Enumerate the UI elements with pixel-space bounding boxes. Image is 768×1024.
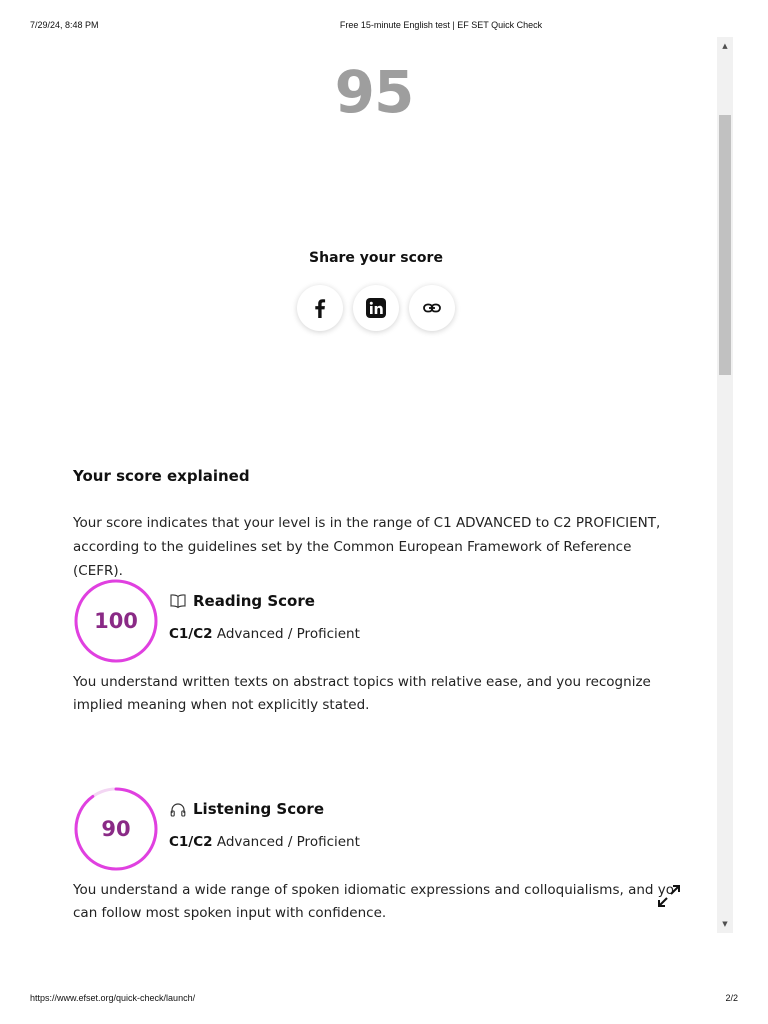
reading-score-value: 100 xyxy=(94,609,138,633)
listening-score-level xyxy=(169,834,360,850)
linkedin-icon xyxy=(365,297,387,319)
score-explained-title: Your score explained xyxy=(73,467,250,485)
print-url: https://www.efset.org/quick-check/launch/ xyxy=(30,993,196,1003)
facebook-icon xyxy=(309,297,331,319)
listening-level-text: Advanced / Proficient xyxy=(216,834,360,850)
print-datetime: 7/29/24, 8:48 PM xyxy=(30,20,99,30)
copy-link-button[interactable] xyxy=(409,285,455,331)
listening-level-code: C1/C2 xyxy=(169,834,213,850)
print-page-number: 2/2 xyxy=(725,993,738,1003)
linkedin-share-button[interactable] xyxy=(353,285,399,331)
reading-level-code: C1/C2 xyxy=(169,626,213,642)
reading-score-title: Reading Score xyxy=(193,592,315,610)
expand-icon[interactable] xyxy=(655,882,683,910)
share-buttons xyxy=(297,285,455,331)
reading-score-description: You understand written texts on abstract topics with relative ease, and you recognize implied meaning when not explicitly stated. xyxy=(73,674,651,713)
score-explained-text: Your score indicates that your level is in the range of C1 ADVANCED to C2 PROFICIENT, according to the guidelines set by the Common European Framework of Reference (CEFR). xyxy=(73,515,661,579)
reading-level-text: Advanced / Proficient xyxy=(216,626,360,642)
reading-score-heading xyxy=(169,592,315,610)
listening-score-value: 90 xyxy=(101,817,131,841)
listening-score-description: You understand a wide range of spoken idiomatic expressions and colloquialisms, and yo can follow most spoken input with confidence. xyxy=(73,882,675,921)
share-title: Share your score xyxy=(309,250,443,266)
facebook-share-button[interactable] xyxy=(297,285,343,331)
headphones-icon xyxy=(169,801,187,817)
link-icon xyxy=(421,297,443,319)
scroll-thumb[interactable] xyxy=(719,115,731,375)
scroll-up-arrow-icon[interactable]: ▲ xyxy=(722,42,728,50)
scroll-down-arrow-icon[interactable]: ▼ xyxy=(722,920,728,928)
print-title: Free 15-minute English test | EF SET Quick Check xyxy=(339,20,543,30)
overall-score: 95 xyxy=(334,58,414,126)
reading-score-level xyxy=(169,626,360,642)
vertical-scrollbar[interactable] xyxy=(717,37,733,933)
listening-score-heading xyxy=(169,800,324,818)
listening-score-title: Listening Score xyxy=(193,800,325,818)
book-icon xyxy=(169,593,187,609)
